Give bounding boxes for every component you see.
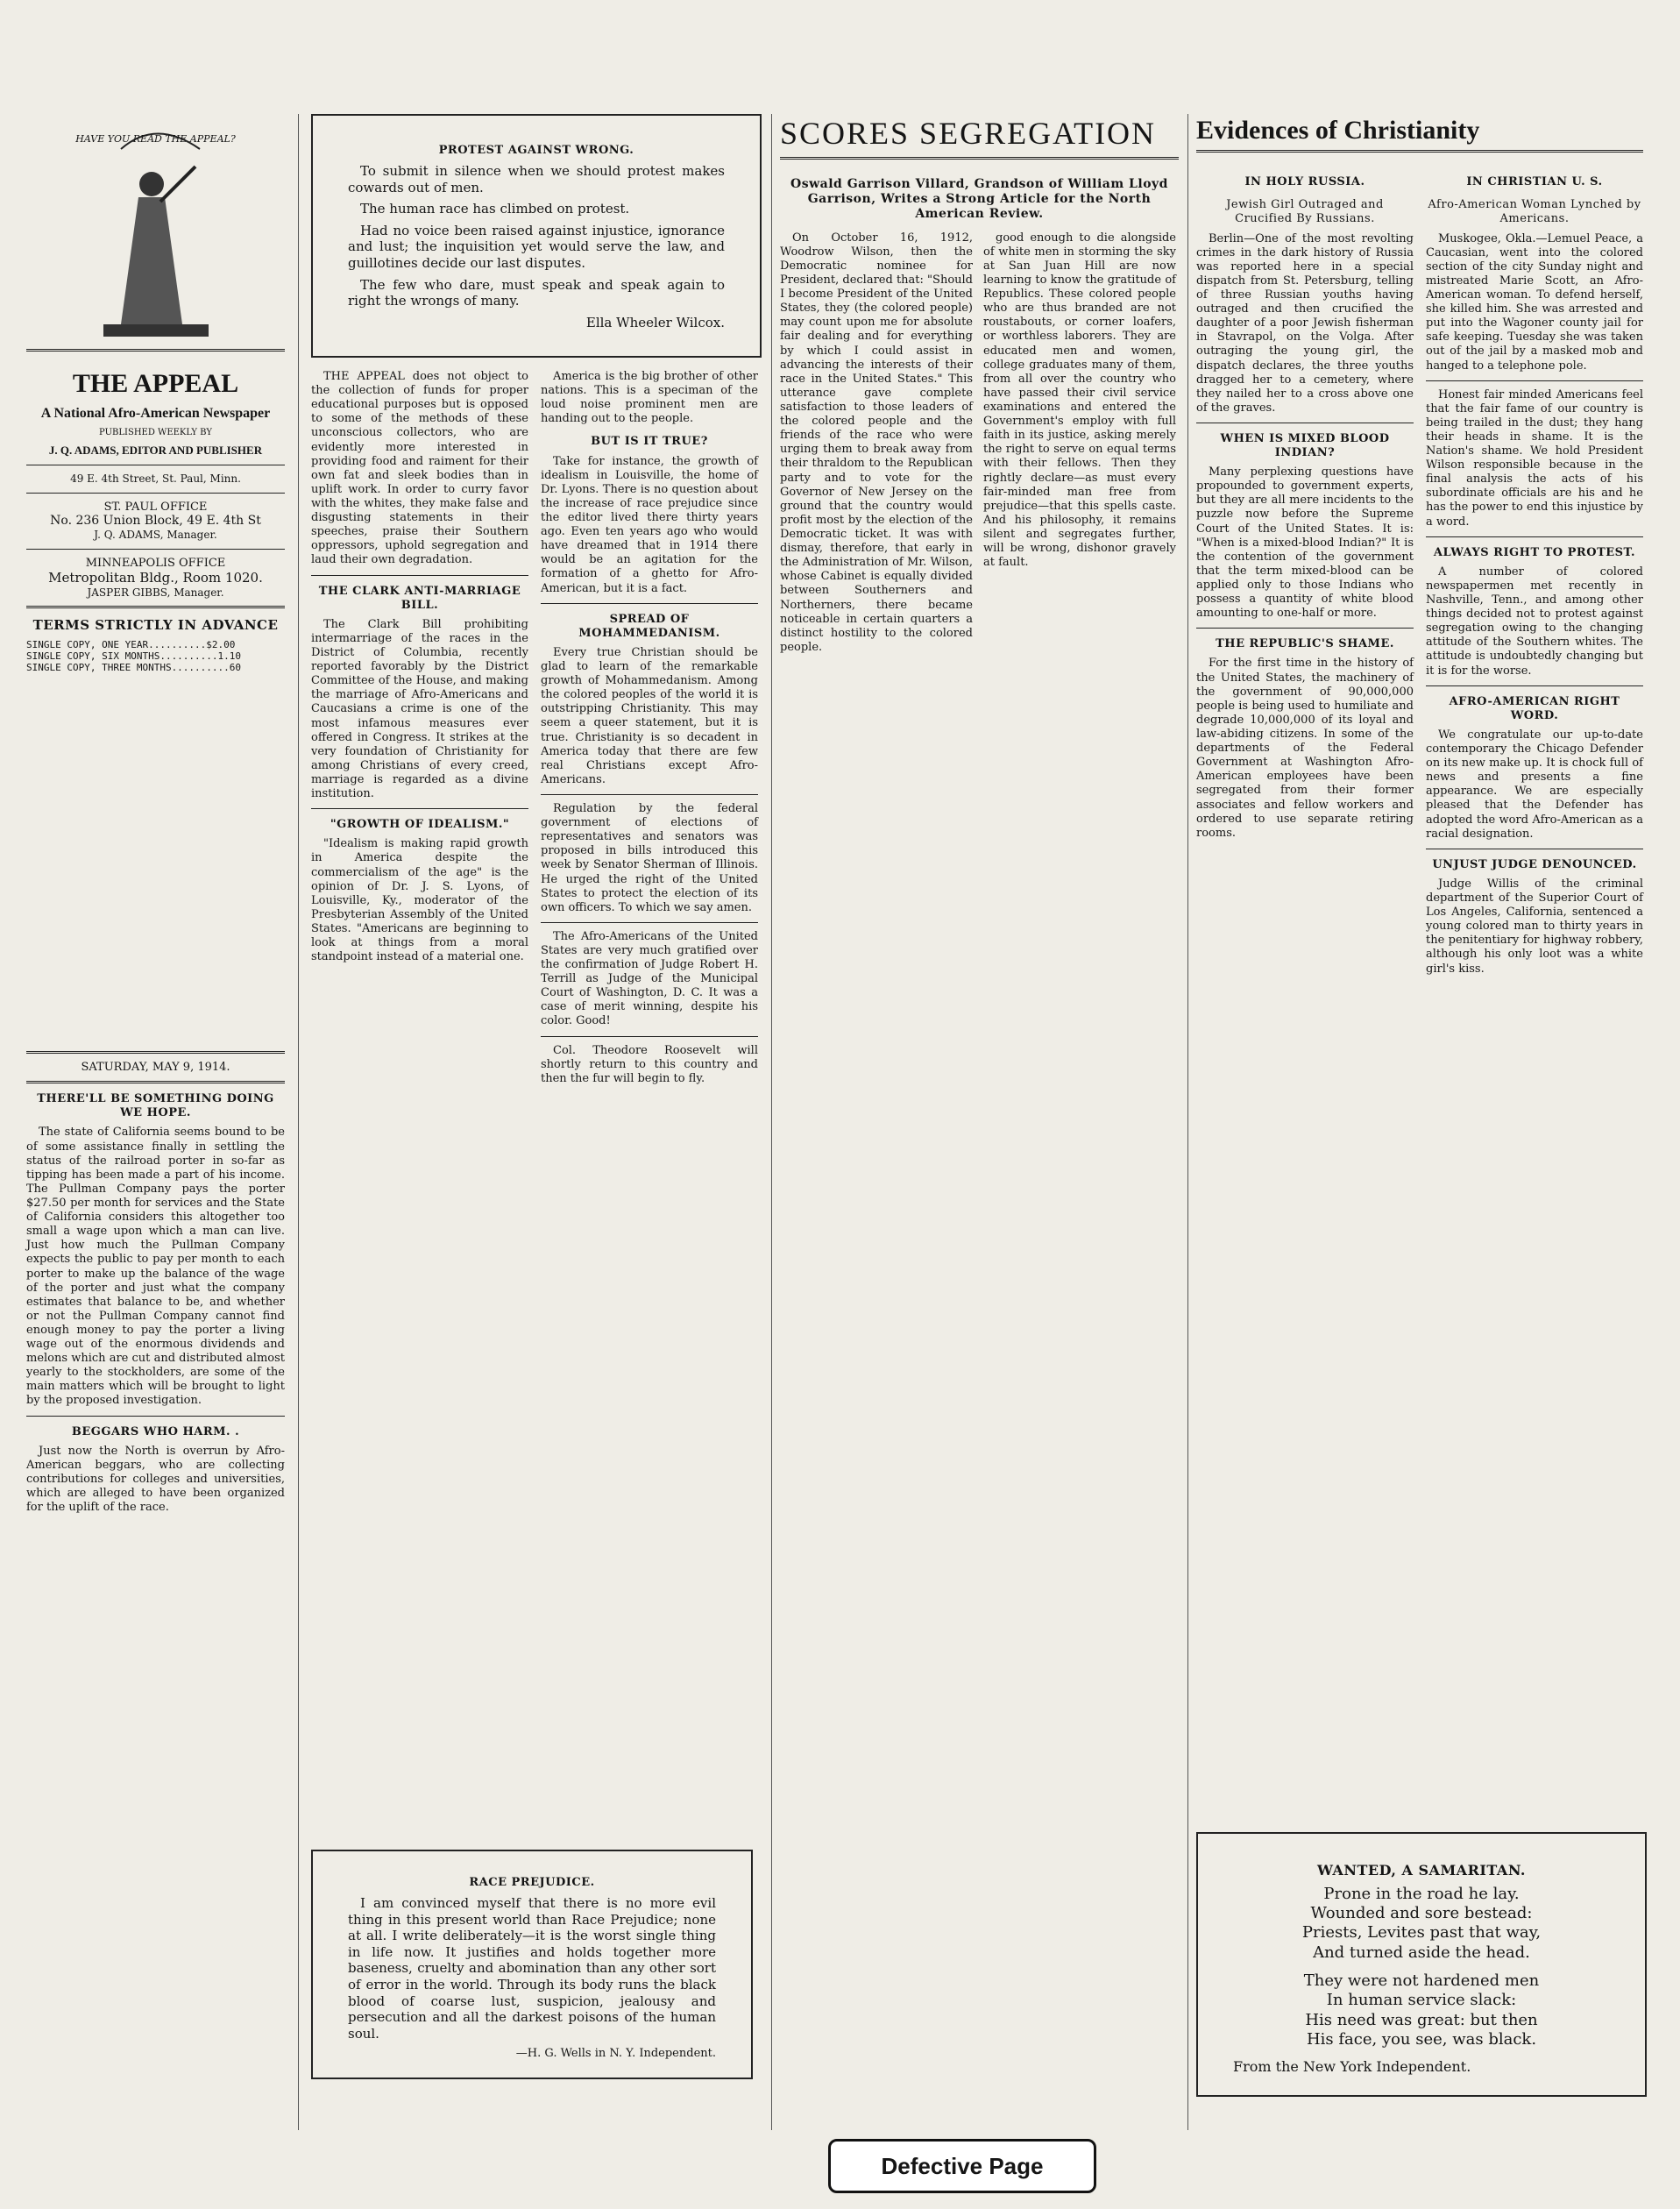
defective-page-label: Defective Page — [828, 2139, 1096, 2193]
logo — [68, 114, 244, 342]
race-prejudice-title: RACE PREJUDICE. — [469, 1876, 595, 1889]
samaritan-line: His need was great: but then — [1305, 2010, 1538, 2029]
protest-line: The few who dare, must speak and speak again to right the wrongs of many. — [348, 276, 725, 309]
article-big-brother: America is the big brother of other nations. This is a speciman of the loud noise prominent men are handing out to the people. — [541, 370, 758, 426]
logo-caption: HAVE YOU READ THE APPEAL? — [75, 133, 236, 145]
paper-name: THE APPEAL — [72, 369, 239, 398]
headline-idealism: "GROWTH OF IDEALISM." — [330, 818, 510, 832]
publisher-address: 49 E. 4th Street, St. Paul, Minn. — [70, 472, 241, 486]
terms-title: TERMS STRICTLY IN ADVANCE — [32, 617, 279, 634]
masthead-column — [26, 114, 285, 1520]
headline-christian-us: IN CHRISTIAN U. S. — [1466, 175, 1603, 189]
col2b — [541, 370, 758, 1091]
samaritan-line: Prone in the road he lay. — [1323, 1884, 1520, 1903]
article-porter: The state of California seems bound to be of some assistance finally in settling the status of the railroad porter in so-far as tipping has been made a part of his income. The Pullman Company pays the porter $27.50 per month for services and the State of California considers this altogether too small a wage upon which a man can live. Just how much the Pullman Company expects the public to pay per month to each porter to make up the balance of the wage of the porter and just what the company estimates that balance to be, and whether or not the Pullman Company cannot find enough money to pay the porter a living wage out of the enormous dividends and melons which are cut and distributed almost yearly to the stockholders, are some of the main matters which will be brought to light by the proposed investigation. — [26, 1126, 285, 1408]
article-regulation: Regulation by the federal government of elections of representatives and senators was proposed in bills introduced this week by Senator Sherman of Illinois. He urged the right of the United States to protect the election of its own officers. To which we say amen. — [541, 801, 758, 914]
terms-line: SINGLE COPY, ONE YEAR..........$2.00 — [26, 639, 236, 651]
article-mixed-blood: Many perplexing questions have propounded to government experts, but they are all mere incidents to the puzzle now before the Supreme Court of the United States. It is: "When is a mixed-blood Indian?" It is the contention of the government that the term mixed-blood can be applied only to those Indians who possess a quantity of white blood amounting to one-half or more. — [1196, 465, 1414, 621]
article-christian-us: Muskogee, Okla.—Lemuel Peace, a Caucasian, went into the colored section of the city Sunday night and mistreated Marie Scott, an Afro-American woman. To defend herself, she killed him. She was arrested and put into the Wagoner county jail for safe keeping. Tuesday she was taken out of the jail by a masked mob and hanged to a telephone pole. — [1426, 231, 1643, 373]
samaritan-line: They were not hardened men — [1303, 1971, 1540, 1991]
article-republic-shame: For the first time in the history of the United States, the machinery of the government of 90,000,000 people is being used to humiliate and degrade 10,000,000 of its loyal and law-abiding citizens. In some of the departments of the Federal Government at Washington Afro-American employees have been segregated from their former associates and fellow workers and ordered to use separate retiring rooms. — [1196, 657, 1414, 840]
scores-banner: SCORES SEGREGATION — [780, 114, 1179, 160]
race-prejudice-source: —H. G. Wells in N. Y. Independent. — [515, 2047, 716, 2061]
col2a — [311, 370, 528, 1091]
article-beggars: Just now the North is overrun by Afro-American beggars, who are collecting contributions for colleges and universities, which are alleged to have been organized for the uplift of the race. — [26, 1444, 285, 1515]
article-unjust-judge: Judge Willis of the criminal department of the Superior Court of Los Angeles, California, sentenced a young colored man to thirty years in the penitentiary for highway robbery, although his only loot was a white girl's kiss. — [1426, 877, 1643, 976]
samaritan-source: From the New York Independent. — [1233, 2058, 1471, 2076]
col4b — [1426, 167, 1643, 981]
issue-date: SATURDAY, MAY 9, 1914. — [81, 1060, 230, 1074]
headline-republic-shame: THE REPUBLIC'S SHAME. — [1216, 637, 1394, 651]
samaritan-line: Priests, Levites past that way, — [1301, 1923, 1542, 1943]
samaritan-box — [1196, 1832, 1647, 2097]
scores-subhead: Oswald Garrison Villard, Grandson of William Lloyd Garrison, Writes a Strong Article for the North American Review. — [790, 176, 1168, 222]
headline-is-it-true: BUT IS IT TRUE? — [591, 435, 708, 449]
samaritan-line: And turned aside the head. — [1313, 1943, 1530, 1962]
article-idealism: "Idealism is making rapid growth in America despite the commercialism of the age" is the opinion of Dr. J. S. Lyons, of Louisville, Ky., moderator of the Presbyterian Assembly of the United States. "Americans are beginning to look at things from a moral standpoint instead of a material one. — [311, 837, 528, 964]
article-appeal-objects: THE APPEAL does not object to the collection of funds for proper educational purposes but is opposed to some of the methods of these unconscious collectors, who are evidently more interested in providing food and raiment for their own fat and sleek bodies than in uplift work. In order to curry favor with the whites, they make false and disgusting statements in their speeches, praise their Southern oppressors, uphold segregation and laud their own degradation. — [311, 370, 528, 567]
minneapolis-office-title: MINNEAPOLIS OFFICE — [85, 556, 226, 570]
article-roosevelt: Col. Theodore Roosevelt will shortly return to this country and then the fur will begin to fly. — [541, 1043, 758, 1085]
samaritan-title: WANTED, A SAMARITAN. — [1316, 1862, 1526, 1879]
evidences-column — [1196, 114, 1643, 2076]
article-terrill: The Afro-Americans of the United States are very much gratified over the confirmation of Judge Robert H. Terrill as Judge of the Municipal Court of Washington, D. C. It was a case of merit winning, despite his color. Good! — [541, 929, 758, 1028]
subhead-christian-us: Afro-American Woman Lynched by Americans. — [1428, 198, 1641, 226]
liberty-figure-illustration — [68, 114, 244, 342]
headline-mixed-blood: WHEN IS MIXED BLOOD INDIAN? — [1220, 431, 1390, 460]
headline-porter: THERE'LL BE SOMETHING DOING WE HOPE. — [37, 1092, 274, 1120]
minneapolis-manager: JASPER GIBBS, Manager. — [87, 586, 224, 600]
samaritan-line: Wounded and sore bestead: — [1310, 1904, 1533, 1923]
article-always-right: A number of colored newspapermen met recently in Nashville, Tenn., and among other things decided not to protest against segregation owing to the changing attitude of the Southern whites. The attitude is undoubtedly changing but it is for the worse. — [1426, 565, 1643, 678]
race-prejudice-box — [311, 1850, 753, 2079]
scores-article-right: good enough to die alongside of white men in storming the sky at San Juan Hill are now learning to know the gratitude of Republics. These colored people who are thus branded are not roustabouts, or corner loafers, or worthless laborers. They are educated men and women, college graduates many of them, from all over the country who have passed their civil service examinations and entered the Government's employ with full faith in its justice, asking merely the right to serve on equal terms with their fellows. Then they rightly declare—as must every fair-minded man free from prejudice—that this spells caste. And his philosophy, it remains silent and segregates further, will be wrong, dishonor gravely at fault. — [983, 231, 1176, 570]
headline-beggars: BEGGARS WHO HARM. . — [71, 1424, 240, 1438]
protest-line: The human race has climbed on protest. — [360, 201, 630, 217]
headline-mohammedanism: SPREAD OF MOHAMMEDANISM. — [578, 612, 720, 640]
headline-russia: IN HOLY RUSSIA. — [1244, 175, 1365, 189]
published-note: PUBLISHED WEEKLY BY — [99, 428, 212, 438]
headline-right-word: AFRO-AMERICAN RIGHT WORD. — [1449, 694, 1620, 722]
scores-segregation-column — [780, 114, 1179, 660]
article-russia: Berlin—One of the most revolting crimes in the dark history of Russia was reported here in a special dispatch from St. Petersburg, telling of three Russian youths having outraged and then crucified the daughter of a poor Jewish fisherman in Stavrapol, on the Volga. After outraging the young girl, the dispatch declares, the three youths dragged her to a cemetery, where they nailed her to a cross above one of the graves. — [1196, 231, 1414, 415]
article-right-word: We congratulate our up-to-date contemporary the Chicago Defender on its new make up. It is chock full of news and presents a fine appearance. We are especially pleased that the Defender has adopted the word Afro-American as a racial designation. — [1426, 728, 1643, 841]
paper-subtitle: A National Afro-American Newspaper — [40, 406, 271, 422]
st-paul-manager: J. Q. ADAMS, Manager. — [94, 529, 217, 542]
article-is-it-true: Take for instance, the growth of idealism in Louisville, the home of Dr. Lyons. There is no question about the increase of race prejudice since the editor lived there thirty years ago. Even ten years ago who would have dreamed that in 1914 there would be an agitation for the formation of a ghetto for Afro-American, but it is a fact. — [541, 454, 758, 595]
samaritan-line: His face, you see, was black. — [1306, 2030, 1537, 2049]
protest-box — [311, 114, 762, 358]
column-two — [311, 114, 758, 2061]
st-paul-office-title: ST. PAUL OFFICE — [103, 500, 208, 514]
protest-author: Ella Wheeler Wilcox. — [585, 314, 725, 330]
article-mohammedanism: Every true Christian should be glad to learn of the remarkable growth of Mohammedanism. Among the colored peoples of the world it is outstripping Christianity. This may seem a queer statement, but it is true. Christianity is so decadent in America today that there are few real Christians except Afro-Americans. — [541, 645, 758, 786]
col4a — [1196, 167, 1414, 981]
minneapolis-office: Metropolitan Bldg., Room 1020. — [48, 570, 263, 586]
terms-list — [26, 639, 285, 674]
race-prejudice-text: I am convinced myself that there is no more evil thing in this present world than Race Prejudice; none at all. I write deliberately—it is the worst single thing in life now. It justifies and holds together more baseness, cruelty and abomination than any other sort of error in the world. Through its body runs the black blood of coarse lust, suspicion, jealousy and persecution and all the darkest poisons of the human soul. — [348, 1895, 716, 2042]
terms-line: SINGLE COPY, SIX MONTHS..........1.10 — [26, 650, 242, 663]
headline-unjust-judge: UNJUST JUDGE DENOUNCED. — [1432, 857, 1637, 871]
protest-line: Had no voice been raised against injustice, ignorance and lust; the inquisition yet would serve the law, and guillotines decide our last disputes. — [348, 222, 725, 272]
terms-line: SINGLE COPY, THREE MONTHS..........60 — [26, 662, 242, 674]
publisher: J. Q. ADAMS, EDITOR AND PUBLISHER — [48, 444, 263, 458]
protest-line: To submit in silence when we should protest makes cowards out of men. — [348, 163, 725, 195]
headline-always-right: ALWAYS RIGHT TO PROTEST. — [1433, 545, 1636, 559]
protest-title: PROTEST AGAINST WRONG. — [438, 144, 634, 157]
subhead-russia: Jewish Girl Outraged and Crucified By Russians. — [1226, 198, 1384, 226]
newspaper-page — [26, 114, 1645, 2130]
st-paul-office: No. 236 Union Block, 49 E. 4th St — [50, 514, 261, 529]
samaritan-line: In human service slack: — [1326, 1991, 1517, 2010]
headline-clark-bill: THE CLARK ANTI-MARRIAGE BILL. — [318, 584, 521, 612]
scores-article-left: On October 16, 1912, Woodrow Wilson, then the Democratic nominee for President, declared that: "Should I become President of the United States, they (the colored people) may count upon me for absolute fair dealing and for everything by which I could assist in advancing the interests of their race in the United States." This utterance gave complete satisfaction to those leaders of the colored people and the friends of the race who were urging them to break away from their thraldom to the Republican party and to vote for the Governor of New Jersey on the ground that the country would profit most by the election of the Democratic ticket. It was with dismay, therefore, that early in the Administration of Mr. Wilson, whose Cabinet is equally divided between Southerners and Northerners, there became noticeable in certain quarters a distinct hostility to the colored people. — [780, 231, 973, 654]
article-fair-fame: Honest fair minded Americans feel that the fair fame of our country is being trailed in the dust; they hang their heads in shame. It is the Nation's shame. We hold President Wilson responsible because in the final analysis the acts of his subordinate officials are his and he has the power to end this injustice by a word. — [1426, 387, 1643, 529]
evidences-banner: Evidences of Christianity — [1196, 114, 1643, 153]
article-clark-bill: The Clark Bill prohibiting intermarriage of the races in the District of Columbia, recently reported favorably by the District Committee of the House, and making the marriage of Afro-Americans and Caucasians a crime is one of the most infamous measures ever offered in Congress. It strikes at the very foundation of Christianity for among Christians of every creed, marriage is regarded as a divine institution. — [311, 617, 528, 801]
